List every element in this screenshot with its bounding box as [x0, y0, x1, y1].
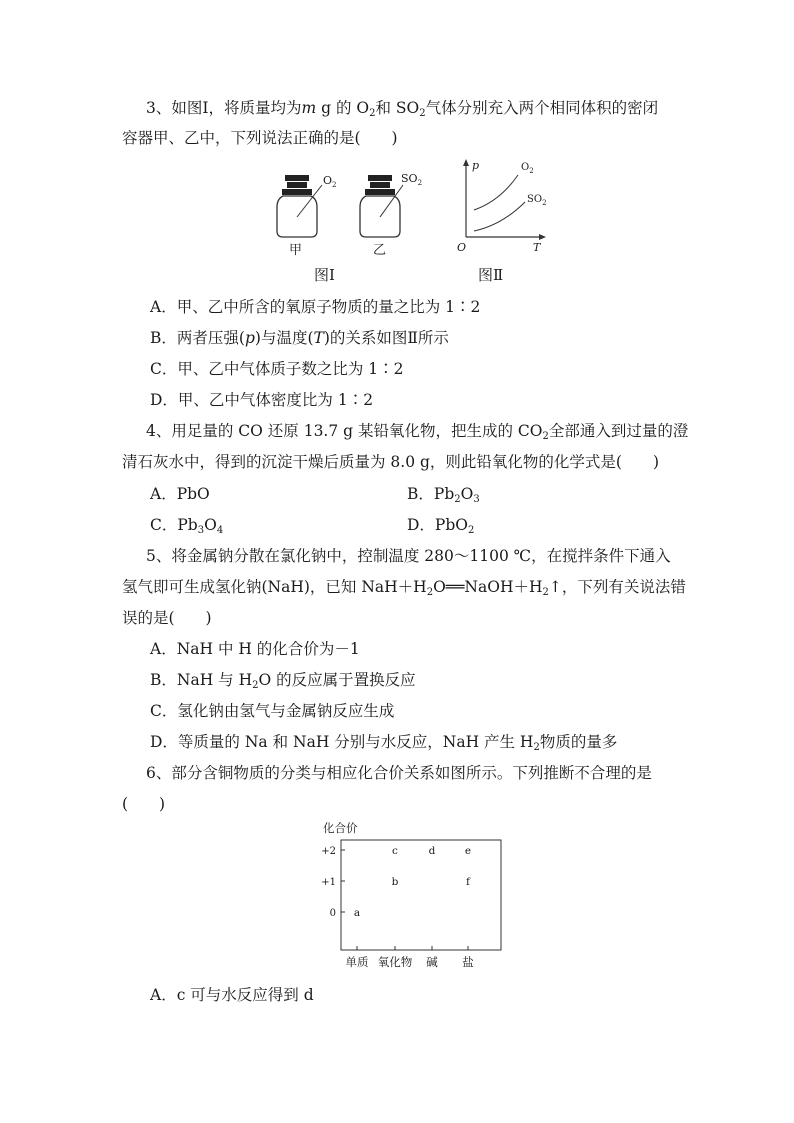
q4-option-c: C．$Pb_3O_4$: [150, 516, 224, 536]
chart-point-b: b: [391, 876, 399, 888]
q5-option-d: D．等质量的 Na 和 NaH 分别与水反应，NaH 产生 $H_2$物质的量多: [150, 733, 618, 753]
chart-x-tick-label: 氧化物: [377, 955, 413, 969]
chart-y-axis-label: 化合价: [323, 821, 358, 835]
q6-stem-line1: 6、部分含铜物质的分类与相应化合价关系如图所示。下列推断不合理的是: [146, 764, 652, 782]
q4-option-d: D．PbO$_2$: [407, 516, 475, 536]
chart-x-tick-label: 单质: [345, 955, 369, 969]
curve-o2: [474, 175, 518, 210]
q6-option-a: A．c 可与水反应得到 d: [150, 986, 314, 1004]
origin-label: O: [457, 241, 467, 254]
q5-stem-line1: 5、将金属钠分散在氯化钠中，控制温度 280～1100 ℃，在搅拌条件下通入: [146, 547, 671, 565]
q5-option-a: A．NaH 中 H 的化合价为－1: [150, 640, 360, 658]
q5-option-b: B．NaH 与 $H_2O$ 的反应属于置换反应: [150, 671, 416, 691]
q6-stem-line2: ( ): [122, 795, 166, 813]
q4-stem-line2: 清石灰水中，得到的沉淀干燥后质量为 8.0 g，则此铅氧化物的化学式是( ): [122, 453, 660, 471]
figure-1-bottles: [270, 165, 430, 260]
chart-point-f: f: [466, 876, 470, 888]
bottle-yi: [360, 175, 403, 237]
q4-stem-line1: 4、用足量的 CO 还原 13.7 g 某铅氧化物，把生成的 $CO_2$全部通入到过量的澄: [146, 422, 689, 442]
copper-valence-chart: [315, 818, 515, 973]
q4-option-b: B．$Pb_2O_3$: [407, 485, 480, 505]
chart-point-a: a: [353, 907, 361, 919]
figure-2-pt-graph: [450, 155, 560, 255]
figure-2-caption: 图Ⅱ: [478, 266, 504, 284]
bottle-jia-label: 甲: [289, 243, 303, 258]
q5-stem-line3: 误的是( ): [122, 609, 212, 627]
chart-point-d: d: [428, 845, 436, 857]
q3-option-b: B．两者压强(p)与温度(T)的关系如图Ⅱ所示: [150, 329, 449, 347]
chart-point-c: c: [392, 845, 398, 857]
chart-x-tick-label: 盐: [462, 955, 474, 969]
bottle-yi-gas-label: $SO_2$: [401, 172, 423, 187]
q5-stem-line2: 氢气即可生成氢化钠(NaH)，已知 $NaH+H_2O══NaOH+H_2↑$，下列有关说法错: [122, 578, 686, 598]
q4-option-a: A．PbO: [150, 485, 210, 503]
q5-option-c: C．氢化钠由氢气与金属钠反应生成: [150, 702, 395, 720]
chart-frame: [341, 840, 501, 950]
curve-so2: [474, 202, 525, 231]
q3-option-c: C．甲、乙中气体质子数之比为 1∶2: [150, 360, 404, 378]
y-axis-label: p: [472, 159, 480, 172]
chart-point-e: e: [464, 845, 472, 857]
chart-y-tick-label: +1: [321, 877, 336, 888]
chart-y-tick-label: 0: [329, 908, 336, 919]
bottle-yi-label: 乙: [373, 243, 387, 258]
bottle-jia-gas-label: $O_2$: [323, 174, 337, 189]
chart-y-tick-label: +2: [321, 846, 336, 857]
x-axis-label: T: [533, 241, 541, 254]
bottle-jia: [277, 175, 322, 237]
q3-stem-line1: 3、如图Ⅰ，将质量均为m g 的 $O_2$和 $SO_2$气体分别充入两个相同体积的密闭: [146, 99, 659, 119]
figure-1-caption: 图Ⅰ: [314, 266, 335, 284]
q3-option-a: A．甲、乙中所含的氧原子物质的量之比为 1∶2: [150, 298, 481, 316]
q3-option-d: D．甲、乙中气体密度比为 1∶2: [150, 391, 374, 409]
q3-stem-line2: 容器甲、乙中，下列说法正确的是( ): [122, 129, 398, 147]
curve-so2-label: $SO_2$: [527, 194, 547, 207]
chart-x-tick-label: 碱: [426, 955, 438, 969]
curve-o2-label: $O_2$: [521, 162, 534, 175]
